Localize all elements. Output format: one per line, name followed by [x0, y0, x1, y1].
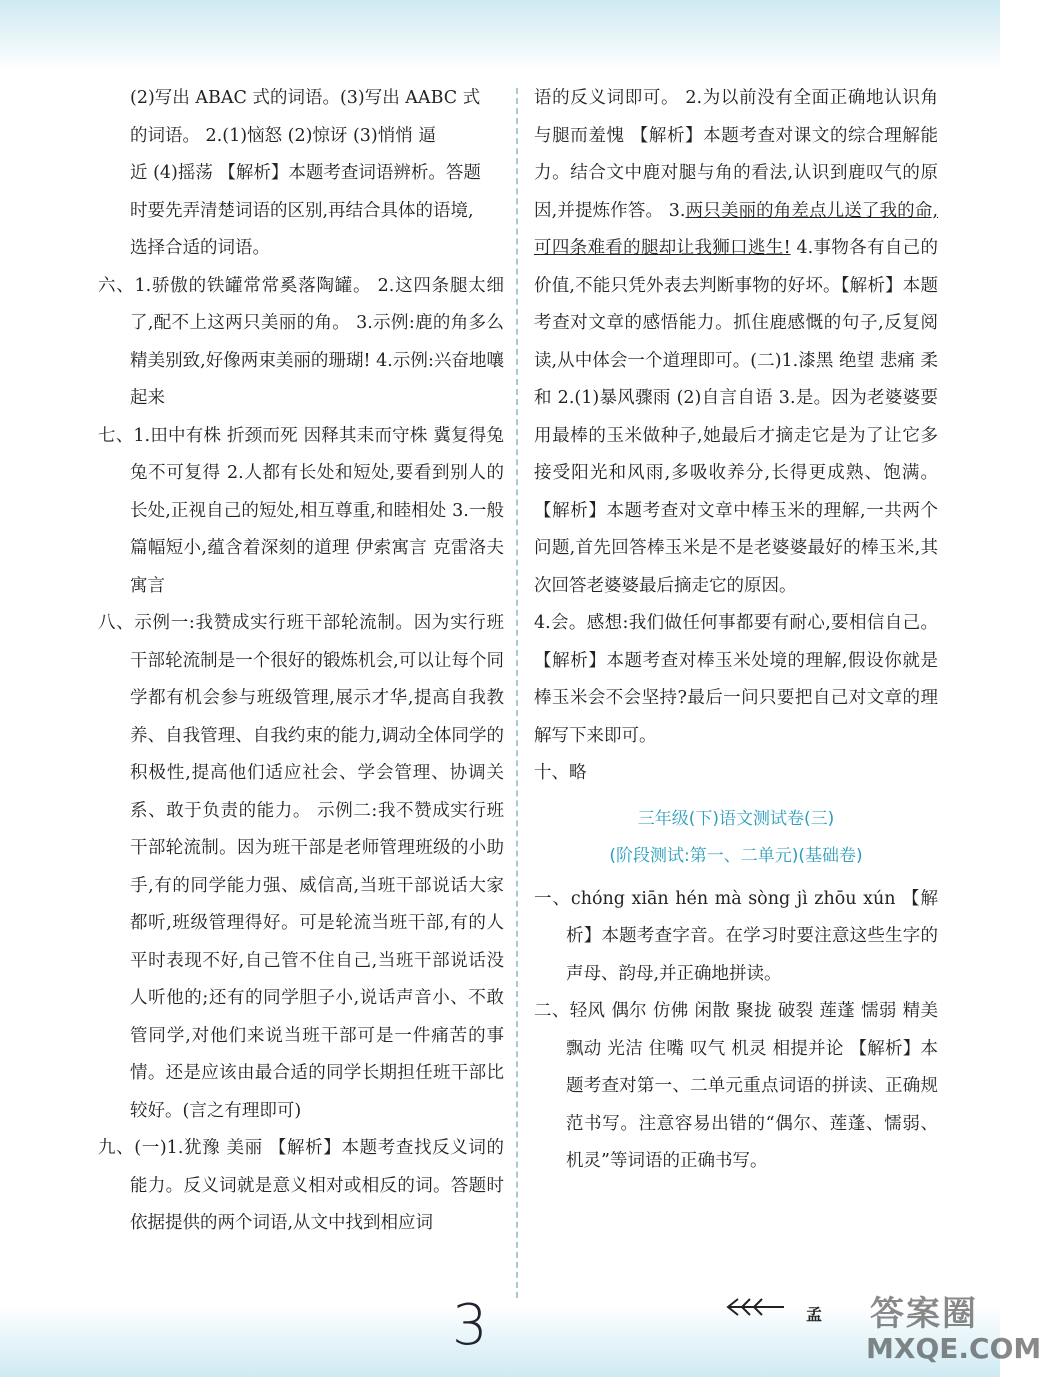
- underlined-answer: 两只美丽的角差点儿送了我的命,可四条难看的腿却让我狮口逃生!: [534, 200, 939, 258]
- section-6-answer: 六、1.骄傲的铁罐常常奚落陶罐。 2.这四条腿太细了,配不上这两只美丽的角。 3.示例:鹿的角多么精美别致,好像两束美丽的珊瑚! 4.示例:兴奋地嚷起来: [98, 275, 504, 408]
- section-9-text-a: 语的反义词即可。 2.为以前没有全面正确地认识角与腿而羞愧 【解析】本题考查对课文的综合理解能力。结合文中鹿对腿与角的看法,认识到鹿叹气的原因,并提炼作答。 3.: [534, 88, 938, 221]
- left-column: [98, 80, 504, 1243]
- intro-line-2: 的词语。 2.(1)恼怒 (2)惊讶 (3)悄悄 逼: [130, 125, 436, 146]
- section-9-q4: 4.会。感想:我们做任何事都要有耐心,要相信自己。【解析】本题考查对棒玉米处境的理解,假设你就是棒玉米会不会坚持?最后一问只要把自己对文章的理解写下来即可。: [534, 613, 938, 746]
- section-7-answer: 七、1.田中有株 折颈而死 因释其耒而守株 冀复得兔 兔不可复得 2.人都有长处和短处,要看到别人的长处,正视自己的短处,相互尊重,和睦相处 3.一般篇幅短小,蕴含着深刻的道理 伊索寓言 克雷洛夫寓言: [98, 425, 504, 596]
- intro-line-3: 近 (4)摇荡 【解析】本题考查词语辨析。答题: [130, 163, 481, 183]
- section-8-answer: 八、示例一:我赞成实行班干部轮流制。因为实行班干部轮流制是一个很好的锻炼机会,可以让每个同学都有机会参与班级管理,展示才华,提高自我教养、自我管理、自我约束的能力,调动全体同学的积极性,提高他们适应社会、学会管理、协调关系、敢于负责的能力。 示例二:我不赞成实行班干部轮流制。因为班干部是老师管理班级的小助手,有的同学能力强、威信高,当班干部说话大家都听,班级管理得好。可是轮流当班干部,有的人平时表现不好,自己管不住自己,当班干部说话没人听他的;还有的同学胆子小,说话声音小、不敢管同学,对他们来说当班干部可是一件痛苦的事情。还是应该由最合适的同学长期担任班干部比较好。(言之有理即可): [98, 613, 504, 1121]
- question-1-answer: 一、chóng xiān hén mà sòng jì zhōu xún 【解析】本题考查字音。在学习时要注意这些生字的声母、韵母,并正确地拼读。: [534, 888, 938, 984]
- arrow-icon: [726, 1295, 786, 1319]
- intro-line-4: 时要先弄清楚词语的区别,再结合具体的语境,: [130, 200, 474, 221]
- top-decorative-band: [0, 0, 1000, 70]
- handwritten-page-number: 3: [452, 1293, 488, 1358]
- footer-label: 孟: [806, 1305, 823, 1324]
- column-divider: [516, 88, 518, 1298]
- watermark-bottom-text: MXQE.COM: [866, 1332, 1041, 1365]
- watermark-logo: [862, 1286, 1041, 1372]
- watermark-top-text: 答案圈: [870, 1294, 978, 1334]
- test-subtitle: (阶段测试:第一、二单元)(基础卷): [609, 845, 863, 866]
- section-10-answer: 十、略: [534, 763, 587, 783]
- right-column: [534, 80, 938, 1181]
- question-2-answer: 二、轻风 偶尔 仿佛 闲散 聚拢 破裂 莲蓬 懦弱 精美 飘动 光洁 住嘴 叹气 机灵 相提并论 【解析】本题考查对第一、二单元重点词语的拼读、正确规范书写。注意容易出错的“偶尔、莲蓬、懦弱、机灵”等词语的正确书写。: [534, 1001, 938, 1171]
- section-9-text-b: 4.事物各有自己的价值,不能只凭外表去判断事物的好坏。【解析】本题考查对文章的感悟能力。抓住鹿感慨的句子,反复阅读,从中体会一个道理即可。(二)1.漆黑 绝望 悲痛 柔和 2.(1)暴风骤雨 (2)自言自语 3.是。因为老婆婆要用最棒的玉米做种子,她最后才摘走它是为了让它多接受阳光和风雨,多吸收养分,长得更成熟、饱满。【解析】本题考查对文章中棒玉米的理解,一共两个问题,首先回答棒玉米是不是老婆婆最好的棒玉米,其次回答老婆婆最后摘走它的原因。: [534, 238, 938, 596]
- intro-line-1: (2)写出 ABAC 式的词语。(3)写出 AABC 式: [130, 88, 481, 108]
- intro-line-5: 选择合适的词语。: [130, 238, 270, 258]
- test-title: 三年级(下)语文测试卷(三): [637, 808, 835, 829]
- section-9-answer: 九、(一)1.犹豫 美丽 【解析】本题考查找反义词的能力。反义词就是意义相对或相反的词。答题时依据提供的两个词语,从文中找到相应词: [98, 1138, 504, 1233]
- bottom-decorative-band: [0, 1307, 1000, 1377]
- section-9-continued: [534, 80, 938, 605]
